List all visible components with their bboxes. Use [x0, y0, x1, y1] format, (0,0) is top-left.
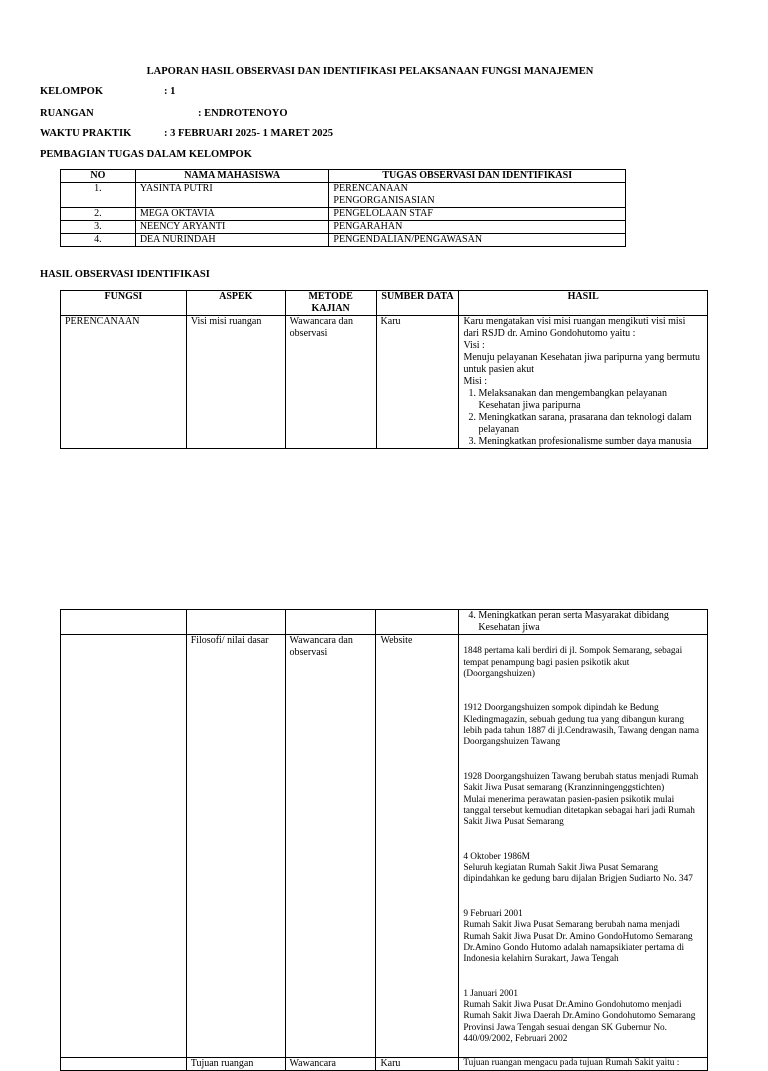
- kelompok-value: : 1: [164, 86, 176, 97]
- list-item: 1. Melaksanakan dan mengembangkan pelayanan Kesehatan jiwa paripurna: [478, 388, 703, 412]
- misi-list: [463, 610, 703, 634]
- history-entry: 1848 pertama kali berdiri di jl. Sompok Semarang, sebagai tempat penampung bagi pasien psikotik akut (Doorgangshuizen): [463, 646, 683, 679]
- page-title: LAPORAN HASIL OBSERVASI DAN IDENTIFIKASI PELAKSANAAN FUNGSI MANAJEMEN: [146, 66, 594, 77]
- table-row: [61, 221, 626, 234]
- header-tugas: TUGAS OBSERVASI DAN IDENTIFIKASI: [329, 170, 626, 183]
- tugas-line: PERENCANAAN: [333, 183, 408, 194]
- table-row: [61, 183, 626, 208]
- hasil-heading: HASIL OBSERVASI IDENTIFIKASI: [40, 269, 210, 280]
- cell-sumber: [376, 610, 459, 635]
- waktu-label: WAKTU PRAKTIK: [40, 128, 132, 139]
- row-no: 2.: [61, 208, 136, 221]
- header-no: NO: [61, 170, 136, 183]
- hasil-intro: Karu mengatakan visi misi ruangan mengikuti visi misi dari RSJD dr. Amino Gondohutomo yaitu :: [463, 316, 686, 339]
- row-no: 1.: [61, 183, 136, 208]
- cell-sumber: Website: [376, 635, 459, 1058]
- kelompok-label: KELOMPOK: [40, 86, 103, 97]
- history-entry: 1928 Doorgangshuizen Tawang berubah status menjadi Rumah Sakit Jiwa Pusat semarang (Kranzinningenggstichten) Mulai menerima perawatan pasien-pasien psikotik mulai tanggal tersebut kemudian ditetapkan sebagai hari jadi Rumah Sakit Jiwa Pusat Semarang: [463, 771, 699, 828]
- cell-sumber: Karu: [376, 316, 459, 449]
- row-nama: DEA NURINDAH: [135, 234, 329, 247]
- ruangan-value: : ENDROTENOYO: [198, 108, 288, 119]
- list-item: 4. Meningkatkan peran serta Masyarakat dibidang Kesehatan jiwa: [478, 610, 703, 634]
- row-nama: MEGA OKTAVIA: [135, 208, 329, 221]
- row-no: 4.: [61, 234, 136, 247]
- history-entry: 1912 Doorgangshuizen sompok dipindah ke Bedung Kledingmagazin, sebuah gedung tua yang dibangun kurang lebih pada tahun 1887 di jl.Cendrawasih, Tawang dengan nama Doorgangshuizen Tawang: [463, 703, 699, 748]
- misi-label: Misi :: [463, 376, 488, 387]
- row-tugas: PENGARAHAN: [329, 221, 626, 234]
- cell-hasil: Tujuan ruangan mengacu pada tujuan Rumah Sakit yaitu :: [459, 1057, 708, 1070]
- list-item: 2. Meningkatkan sarana, prasarana dan teknologi dalam pelayanan: [478, 412, 703, 436]
- cell-metode: [285, 610, 376, 635]
- cell-hasil: [459, 635, 708, 1058]
- list-item: 3. Meningkatkan profesionalisme sumber daya manusia: [478, 436, 703, 448]
- cell-aspek: [186, 610, 285, 635]
- header-aspek: ASPEK: [186, 291, 285, 316]
- cell-sumber: Karu: [376, 1057, 459, 1070]
- cell-aspek: Visi misi ruangan: [186, 316, 285, 449]
- history-entry: 4 Oktober 1986M Seluruh kegiatan Rumah Sakit Jiwa Pusat Semarang dipindahkan ke gedung baru dijalan Brigjen Sudiarto No. 347: [463, 851, 693, 885]
- table-row: [61, 234, 626, 247]
- row-nama: NEENCY ARYANTI: [135, 221, 329, 234]
- history-entry: 9 Februari 2001 Rumah Sakit Jiwa Pusat Semarang berubah nama menjadi Rumah Sakit Jiwa Pusat Dr. Amino GondoHutomo Semarang Dr.Amino Gondo Hutomo adalah namapsikiater pertama di Indonesia kelahirn Surakart, Jawa Tengah: [463, 908, 693, 965]
- pembagian-heading: PEMBAGIAN TUGAS DALAM KELOMPOK: [40, 149, 252, 160]
- table-row: [61, 610, 708, 635]
- history-entry: 1 Januari 2001 Rumah Sakit Jiwa Pusat Dr.Amino Gondohutomo menjadi Rumah Sakit Jiwa Daerah Dr.Amino Gondohutomo Semarang Provinsi Jawa Tengah sesuai dengan SK Gubernur No. 440/09/2002, Februari 2002: [463, 988, 696, 1044]
- table-row: [61, 1057, 708, 1070]
- visi-text: Menuju pelayanan Kesehatan jiwa paripurna yang bermutu untuk pasien akut: [463, 352, 701, 375]
- header-nama: NAMA MAHASISWA: [135, 170, 329, 183]
- table-header-row: [61, 291, 708, 316]
- misi-list: [463, 388, 703, 448]
- row-no: 3.: [61, 221, 136, 234]
- header-sumber: SUMBER DATA: [376, 291, 459, 316]
- visi-label: Visi :: [463, 340, 485, 351]
- results-table-continued: [60, 609, 708, 1071]
- cell-metode: Wawancara dan observasi: [285, 635, 376, 1058]
- cell-metode: Wawancara: [285, 1057, 376, 1070]
- cell-aspek: Tujuan ruangan: [186, 1057, 285, 1070]
- cell-hasil: [459, 316, 708, 449]
- row-nama: YASINTA PUTRI: [135, 183, 329, 208]
- table-header-row: [61, 170, 626, 183]
- tugas-line: PENGORGANISASIAN: [333, 195, 435, 206]
- results-table: [60, 290, 708, 449]
- row-tugas: PENGELOLAAN STAF: [329, 208, 626, 221]
- cell-fungsi: [61, 635, 187, 1058]
- cell-hasil: [459, 610, 708, 635]
- table-row: [61, 316, 708, 449]
- cell-fungsi: [61, 1057, 187, 1070]
- row-tugas: [329, 183, 626, 208]
- cell-metode: Wawancara dan observasi: [285, 316, 376, 449]
- cell-fungsi: [61, 610, 187, 635]
- row-tugas: PENGENDALIAN/PENGAWASAN: [329, 234, 626, 247]
- table-row: [61, 208, 626, 221]
- table-row: [61, 635, 708, 1058]
- header-fungsi: FUNGSI: [61, 291, 187, 316]
- cell-fungsi: PERENCANAAN: [61, 316, 187, 449]
- cell-aspek: Filosofi/ nilai dasar: [186, 635, 285, 1058]
- header-metode: METODE KAJIAN: [285, 291, 376, 316]
- ruangan-label: RUANGAN: [40, 108, 94, 119]
- waktu-value: : 3 FEBRUARI 2025- 1 MARET 2025: [164, 128, 333, 139]
- tasks-table: [60, 169, 626, 247]
- header-hasil: HASIL: [459, 291, 708, 316]
